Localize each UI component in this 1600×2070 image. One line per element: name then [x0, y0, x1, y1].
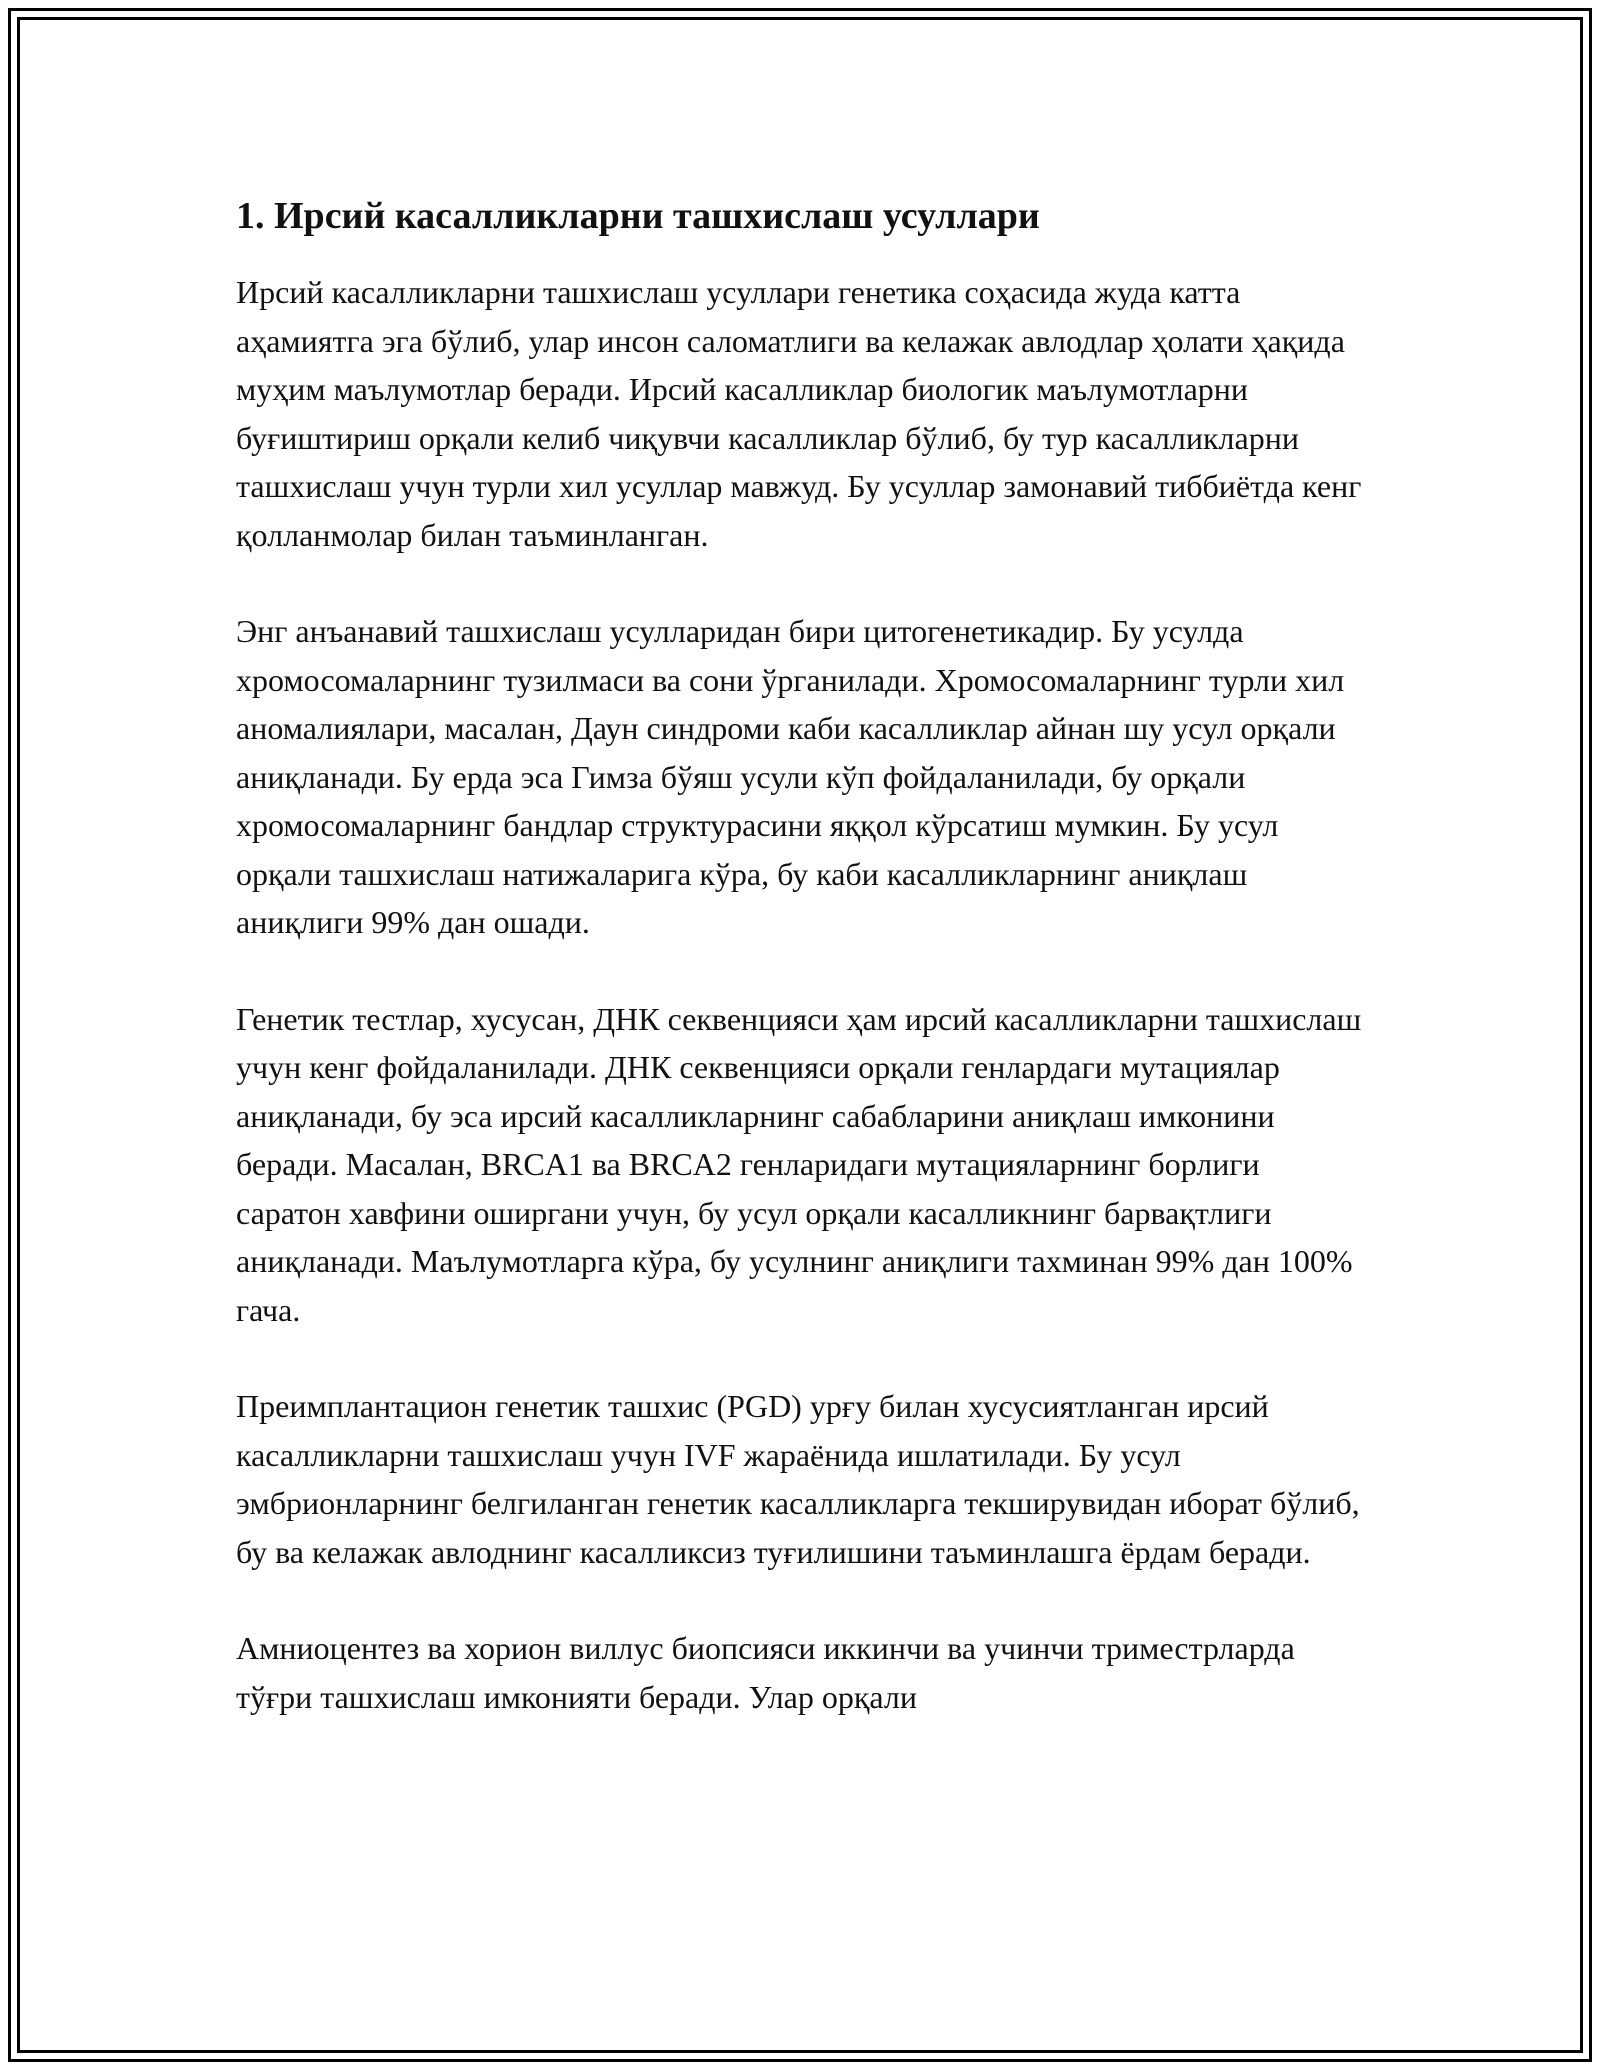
- paragraph-cytogenetics: Энг анъанавий ташхислаш усулларидан бири цитогенетикадир. Бу усулда хромосомаларнинг тузилмаси ва сони ўрганилади. Хромосомаларнинг турли хил аномалиялари, масалан, Даун синдроми каби касалликлар айнан шу усул орқали аниқланади. Бу ерда эса Гимза бўяш усули кўп фойдаланилади, бу орқали хромосомаларнинг бандлар структурасини яққол кўрсатиш мумкин. Бу усул орқали ташхислаш натижаларига кўра, бу каби касалликларнинг аниқлаш аниқлиги 99% дан ошади.: [236, 613, 1345, 940]
- paragraph-pgd: Преимплантацион генетик ташхис (PGD) урғу билан хусусиятланган ирсий касалликларни ташхислаш учун IVF жараёнида ишлатилади. Бу усул эмбрионларнинг белгиланган генетик касалликларга текширувидан иборат бўлиб, бу ва келажак авлоднинг касалликсиз туғилишини таъминлашга ёрдам беради.: [236, 1388, 1360, 1570]
- paragraph-dna-sequencing: Генетик тестлар, хусусан, ДНК секвенцияси ҳам ирсий касалликларни ташхислаш учун кенг фойдаланилади. ДНК секвенцияси орқали генлардаги мутациялар аниқланади, бу эса ирсий касалликларнинг сабабларини аниқлаш имконини беради. Масалан, BRCA1 ва BRCA2 генларидаги мутацияларнинг борлиги саратон хавфини оширгани учун, бу усул орқали касалликнинг барвақтлиги аниқланади. Маълумотларга кўра, бу усулнинг аниқлиги тахминан 99% дан 100% гача.: [236, 1000, 1362, 1328]
- document-body: [236, 186, 1366, 1769]
- section-heading: 1. Ирсий касалликларни ташхислаш усуллари: [236, 195, 1040, 237]
- paragraph-amniocentesis: Амниоцентез ва хорион виллус биопсияси иккинчи ва учинчи триместрларда тўғри ташхислаш имконияти беради. Улар орқали: [236, 1630, 1295, 1715]
- paragraph-intro: Ирсий касалликларни ташхислаш усуллари генетика соҳасида жуда катта аҳамиятга эга бўлиб, улар инсон саломатлиги ва келажак авлодлар ҳолати ҳақида муҳим маълумотлар беради. Ирсий касалликлар биологик маълумотларни буғиштириш орқали келиб чиқувчи касалликлар бўлиб, бу тур касалликларни ташхислаш учун турли хил усуллар мавжуд. Бу усуллар замонавий тиббиётда кенг қолланмолар билан таъминланган.: [236, 274, 1362, 553]
